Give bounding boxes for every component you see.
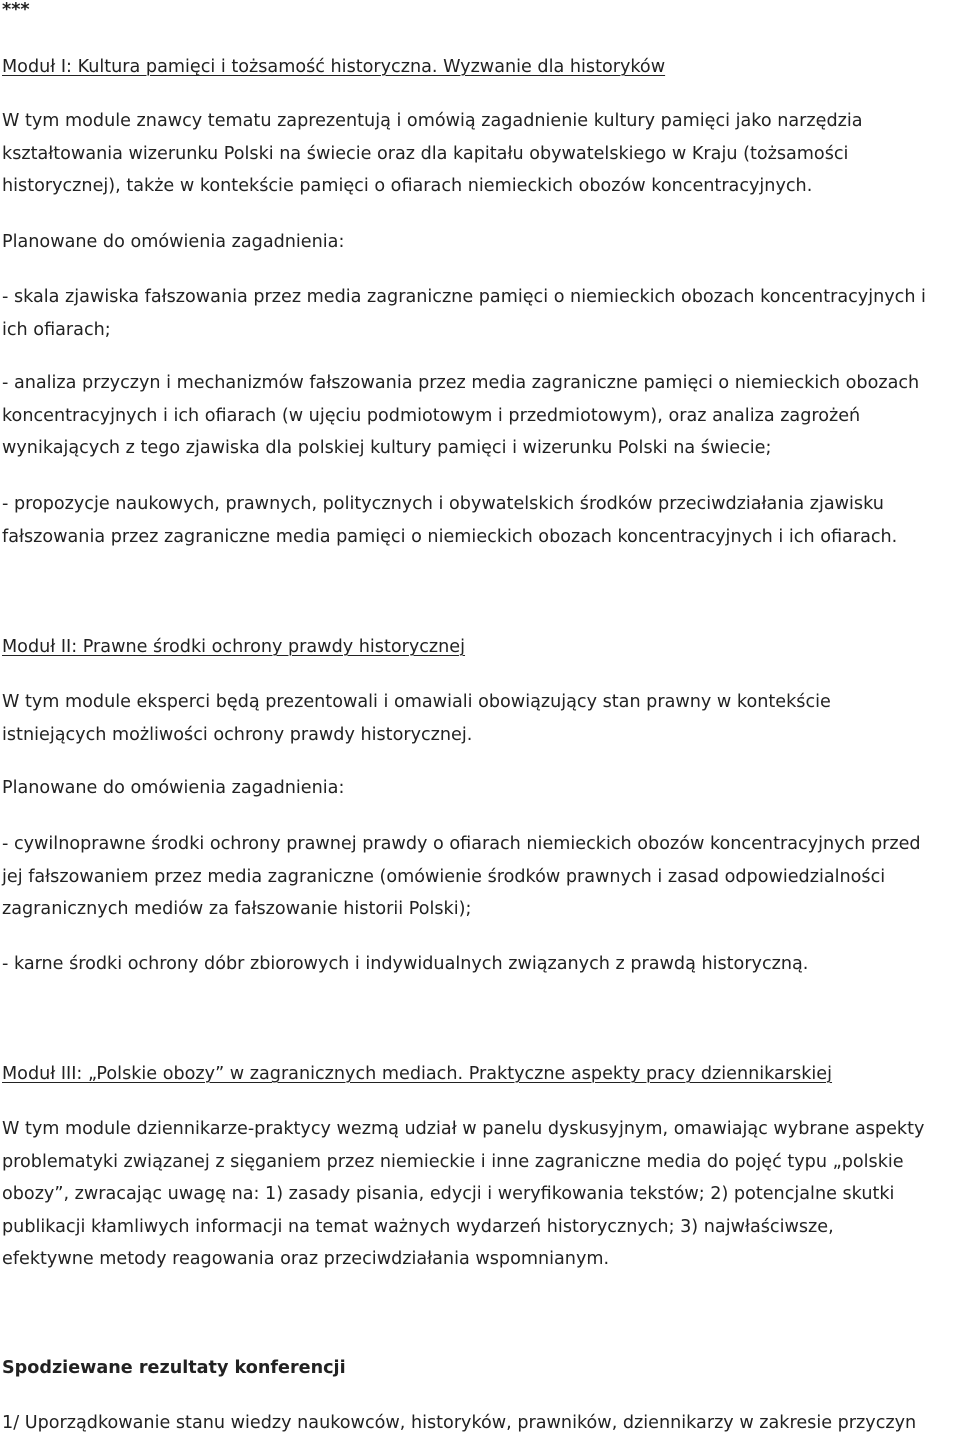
text-line: publikacji kłamliwych informacji na temat ważnych wydarzeń historycznych; 3) najwłaściwsze, [2,1216,834,1237]
module1-intro [2,105,960,203]
text-line: fałszowania przez zagraniczne media pamięci o niemieckich obozach koncentracyjnych i ich ofiarach. [2,526,898,547]
results-heading: Spodziewane rezultaty konferencji [2,1358,346,1378]
text-line: W tym module znawcy tematu zaprezentują i omówią zagadnienie kultury pamięci jako narzędzia [2,111,863,131]
text-line: - analiza przyczyn i mechanizmów fałszowania przez media zagraniczne pamięci o niemieckich obozach [2,373,920,393]
results-item-1: 1/ Uporządkowanie stanu wiedzy naukowców, historyków, prawników, dziennikarzy w zakresie przyczyn [2,1413,917,1433]
text-line: - cywilnoprawne środki ochrony prawnej prawdy o ofiarach niemieckich obozów koncentracyjnych przed [2,834,921,854]
module2-heading: Moduł II: Prawne środki ochrony prawdy historycznej [2,637,466,657]
module2-intro [2,686,960,751]
text-line: jej fałszowaniem przez media zagraniczne (omówienie środków prawnych i zasad odpowiedzialności [2,866,886,887]
text-line: historycznej), także w kontekście pamięci o ofiarach niemieckich obozów koncentracyjnych. [2,176,813,196]
module2-item-2 [2,948,960,981]
text-line: - skala zjawiska fałszowania przez media zagraniczne pamięci o niemieckich obozach koncentracyjnych i [2,287,926,307]
text-line: istniejących możliwości ochrony prawdy historycznej. [2,724,473,745]
module3-intro [2,1113,960,1276]
module2-planned-label: Planowane do omówienia zagadnienia: [2,778,345,798]
text-line: zagranicznych mediów za fałszowanie historii Polski); [2,899,472,919]
text-line: W tym module eksperci będą prezentowali i omawiali obowiązujący stan prawny w kontekście [2,692,831,712]
text-line: wynikających z tego zjawiska dla polskiej kultury pamięci i wizerunku Polski na świecie; [2,438,772,458]
module1-heading: Moduł I: Kultura pamięci i tożsamość historyczna. Wyzwanie dla historyków [2,57,666,77]
text-line: - karne środki ochrony dóbr zbiorowych i indywidualnych związanych z prawdą historyczną. [2,954,809,974]
module1-item-3 [2,488,960,553]
text-line: obozy”, zwracając uwagę na: 1) zasady pisania, edycji i weryfikowania tekstów; 2) potencjalne skutki [2,1184,895,1204]
text-line: ich ofiarach; [2,319,111,340]
module2-item-1 [2,828,960,926]
module1-planned-label: Planowane do omówienia zagadnienia: [2,232,345,252]
text-line: - propozycje naukowych, prawnych, politycznych i obywatelskich środków przeciwdziałania zjawisku [2,494,884,514]
text-line: efektywne metody reagowania oraz przeciwdziałania wspomnianym. [2,1249,610,1269]
text-line: kształtowania wizerunku Polski na świecie oraz dla kapitału obywatelskiego w Kraju (tożsamości [2,143,849,164]
text-line: W tym module dziennikarze-praktycy wezmą udział w panelu dyskusyjnym, omawiając wybrane aspekty [2,1119,925,1139]
text-line: koncentracyjnych i ich ofiarach (w ujęciu podmiotowym i przedmiotowym), oraz analiza zagrożeń [2,405,861,426]
module3-heading: Moduł III: „Polskie obozy” w zagranicznych mediach. Praktyczne aspekty pracy dziennikarskiej [2,1064,833,1084]
module1-item-1 [2,281,960,346]
text-line: problematyki związanej z sięganiem przez niemieckie i inne zagraniczne media do pojęć typu „polskie [2,1151,904,1172]
module1-item-2 [2,367,960,465]
top-marker: *** [2,0,30,20]
